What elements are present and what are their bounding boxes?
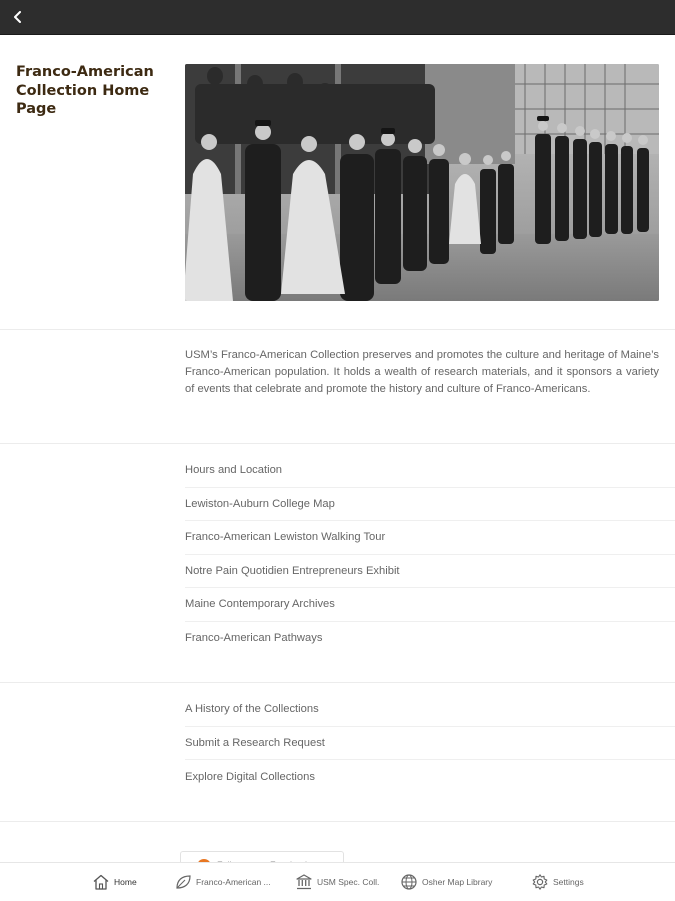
globe-icon	[400, 873, 418, 891]
bank-icon	[295, 873, 313, 891]
hero-image	[185, 64, 659, 301]
link-walking-tour[interactable]: Franco-American Lewiston Walking Tour	[185, 521, 675, 555]
tab-settings-label: Settings	[553, 877, 584, 887]
page-title: Franco-American Collection Home Page	[16, 64, 154, 117]
tab-home[interactable]	[92, 872, 137, 892]
link-submit-research-request[interactable]: Submit a Research Request	[185, 727, 675, 761]
link-lewiston-auburn-college-map[interactable]: Lewiston-Auburn College Map	[185, 488, 675, 522]
tab-home-label: Home	[114, 877, 137, 887]
chevron-left-icon	[13, 11, 23, 23]
primary-link-list	[185, 454, 675, 655]
section-divider	[0, 443, 675, 444]
link-franco-american-pathways[interactable]: Franco-American Pathways	[185, 632, 323, 645]
bottom-tab-bar	[0, 862, 675, 901]
link-maine-contemporary-archives[interactable]: Maine Contemporary Archives	[185, 588, 675, 622]
tab-franco-american[interactable]	[174, 872, 271, 892]
link-hours-and-location[interactable]: Hours and Location	[185, 454, 675, 488]
section-divider	[0, 682, 675, 683]
app-header	[0, 0, 675, 35]
tab-franco-american-label: Franco-American ...	[196, 877, 271, 887]
tab-settings[interactable]	[531, 872, 584, 892]
link-explore-digital-collections[interactable]: Explore Digital Collections	[185, 770, 315, 783]
gear-icon	[531, 873, 549, 891]
secondary-link-list	[185, 693, 675, 794]
tab-osher-map-library-label: Osher Map Library	[422, 877, 493, 887]
section-divider	[0, 821, 675, 822]
tab-osher-map-library[interactable]	[400, 872, 492, 892]
leaf-icon	[174, 873, 192, 891]
tab-usm-spec-coll-label: USM Spec. Coll.	[317, 877, 380, 887]
home-icon	[92, 873, 110, 891]
section-divider	[0, 329, 675, 330]
link-entrepreneurs-exhibit[interactable]: Notre Pain Quotidien Entrepreneurs Exhibit	[185, 555, 675, 589]
back-button[interactable]	[8, 7, 28, 27]
link-history-of-collections[interactable]: A History of the Collections	[185, 693, 675, 727]
tab-usm-spec-coll[interactable]	[295, 872, 379, 892]
intro-paragraph: USM’s Franco-American Collection preserves and promotes the culture and heritage of Maine’s Franco-American population. It holds a wealth of research materials, and it sponsors a variety of events that celebrate and promote the history and culture of Franco-Americans.	[185, 349, 659, 395]
